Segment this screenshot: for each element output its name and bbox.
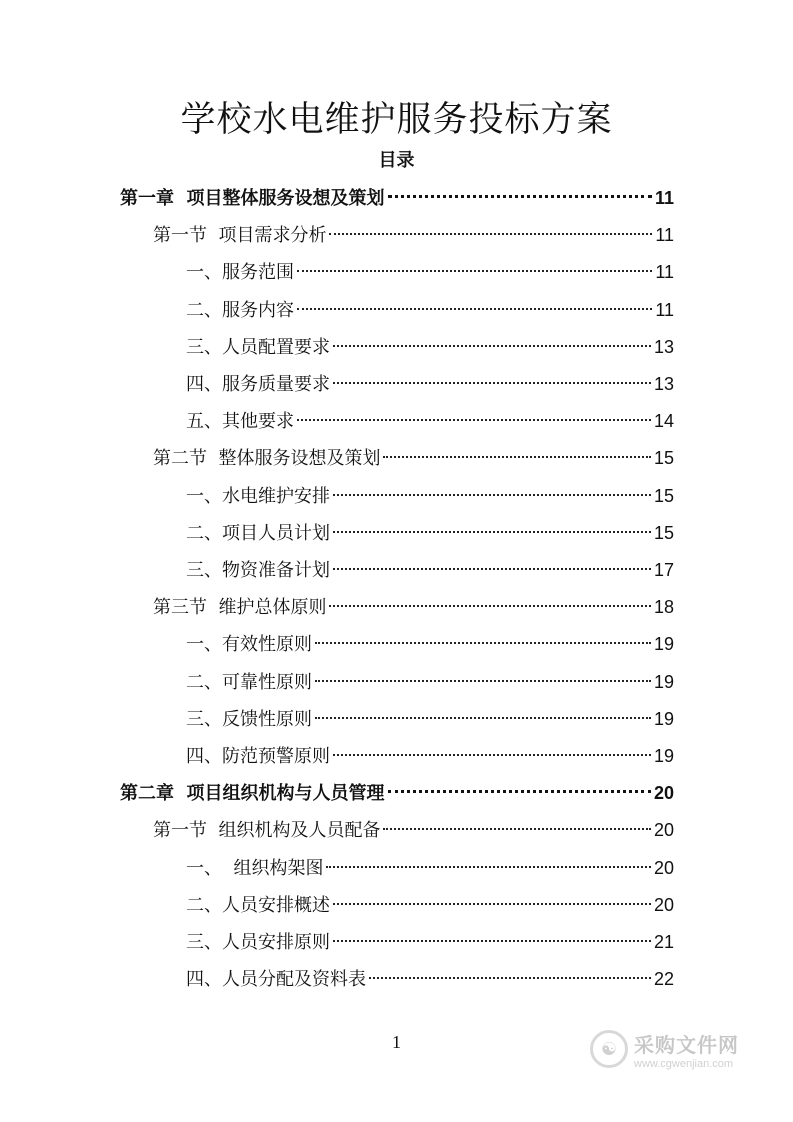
watermark-url: www.cgwenjian.com	[634, 1057, 734, 1070]
toc-entry-label: 三、反馈性原则	[186, 708, 312, 730]
toc-entry-label: 第三节 维护总体原则	[153, 597, 327, 619]
logo-icon: ☯	[590, 1030, 628, 1068]
toc-entry-page: 13	[653, 374, 674, 394]
toc-entry-page: 17	[653, 560, 674, 580]
toc-leader-dots	[383, 828, 651, 830]
toc-entry-page: 11	[654, 188, 674, 208]
toc-entry-page: 19	[653, 746, 674, 766]
toc-leader-dots	[326, 866, 651, 868]
toc-entry-page: 13	[653, 336, 674, 357]
toc-entry[interactable]	[186, 738, 674, 774]
toc-entry-label: 五、其他要求	[186, 411, 294, 433]
toc-entry-page: 15	[653, 485, 674, 506]
toc-entry[interactable]	[186, 701, 674, 737]
toc-entry[interactable]	[120, 180, 674, 216]
toc-entry-label: 二、可靠性原则	[186, 671, 312, 693]
toc-leader-dots	[333, 903, 651, 905]
toc-entry-label: 第二章 项目组织机构与人员管理	[120, 783, 385, 805]
toc-entry-label: 二、服务内容	[186, 299, 294, 321]
toc-leader-dots	[315, 680, 651, 682]
page-number: 1	[392, 1032, 401, 1052]
toc-entry[interactable]	[186, 961, 674, 997]
toc-entry[interactable]	[186, 403, 674, 439]
toc-entry[interactable]	[186, 478, 674, 514]
watermark	[590, 1026, 750, 1072]
toc-leader-dots	[329, 233, 652, 235]
toc-entry-label: 四、人员分配及资料表	[186, 969, 366, 991]
toc-entry-page: 22	[653, 969, 674, 990]
toc-leader-dots	[315, 717, 651, 719]
toc-entry-page: 19	[653, 634, 674, 655]
toc-entry[interactable]	[186, 292, 674, 328]
toc-entry[interactable]	[186, 664, 674, 700]
toc-entry-page: 15	[653, 522, 674, 543]
toc-entry-label: 三、物资准备计划	[186, 560, 330, 581]
toc-heading: 目录	[378, 150, 415, 171]
toc-entry-label: 四、防范预警原则	[186, 746, 330, 767]
toc-entry-page: 19	[653, 708, 674, 729]
toc-leader-dots	[333, 531, 651, 533]
toc-entry-page: 20	[653, 894, 674, 915]
toc-entry-page: 15	[653, 448, 674, 469]
toc-leader-dots	[297, 270, 652, 272]
toc-entry-page: 11	[655, 299, 674, 320]
toc-entry[interactable]	[186, 850, 674, 886]
toc-entry[interactable]	[186, 366, 674, 402]
toc-entry[interactable]	[186, 924, 674, 960]
toc-entry[interactable]	[186, 626, 674, 662]
toc-entry-page: 11	[655, 225, 674, 246]
toc-leader-dots	[333, 940, 651, 942]
toc-entry[interactable]	[153, 812, 674, 848]
document-title: 学校水电维护服务投标方案	[180, 100, 613, 140]
toc-leader-dots	[388, 790, 651, 793]
toc-leader-dots	[333, 568, 651, 570]
toc-entry-label: 第一章 项目整体服务设想及策划	[120, 188, 385, 209]
toc-entry-label: 三、人员配置要求	[186, 336, 330, 358]
toc-entry-label: 一、水电维护安排	[186, 485, 330, 507]
toc-entry-label: 一、服务范围	[186, 262, 294, 284]
toc-leader-dots	[297, 419, 651, 421]
toc-entry-label: 第二节 整体服务设想及策划	[153, 448, 381, 470]
toc-entry[interactable]	[186, 329, 674, 365]
toc-entry-page: 20	[653, 857, 674, 878]
toc-entry-label: 三、人员安排原则	[186, 932, 330, 953]
toc-entry[interactable]	[120, 775, 674, 811]
toc-entry-label: 二、人员安排概述	[186, 894, 330, 916]
toc-entry[interactable]	[186, 254, 674, 290]
toc-entry-page: 21	[653, 932, 674, 952]
toc-entry-page: 14	[653, 411, 674, 432]
toc-leader-dots	[383, 456, 651, 458]
toc-leader-dots	[329, 605, 651, 607]
toc-entry-page: 18	[653, 597, 674, 618]
toc-leader-dots	[333, 382, 651, 384]
toc-entry[interactable]	[153, 217, 674, 253]
toc-entry-page: 20	[653, 820, 674, 841]
toc-entry-page: 19	[653, 671, 674, 692]
toc-entry-label: 第一节 项目需求分析	[153, 225, 327, 247]
toc-leader-dots	[297, 308, 652, 310]
toc-leader-dots	[333, 494, 651, 496]
toc-leader-dots	[369, 977, 651, 979]
toc-leader-dots	[333, 754, 651, 756]
toc-entry-label: 第一节 组织机构及人员配备	[153, 820, 381, 842]
toc-entry-label: 一、 组织构架图	[186, 857, 324, 879]
toc-entry[interactable]	[186, 552, 674, 588]
toc-leader-dots	[315, 642, 651, 644]
toc-entry-page: 11	[655, 262, 674, 283]
toc-entry[interactable]	[186, 887, 674, 923]
toc-leader-dots	[333, 345, 651, 347]
toc-entry-label: 二、项目人员计划	[186, 522, 330, 544]
toc-entry[interactable]	[186, 515, 674, 551]
toc-leader-dots	[388, 195, 652, 198]
toc-entry-label: 四、服务质量要求	[186, 374, 330, 395]
toc-entry-page: 20	[653, 783, 674, 804]
watermark-name: 采购文件网	[634, 1032, 739, 1057]
toc-entry[interactable]	[153, 589, 674, 625]
toc-entry[interactable]	[153, 440, 674, 476]
toc-entry-label: 一、有效性原则	[186, 634, 312, 656]
